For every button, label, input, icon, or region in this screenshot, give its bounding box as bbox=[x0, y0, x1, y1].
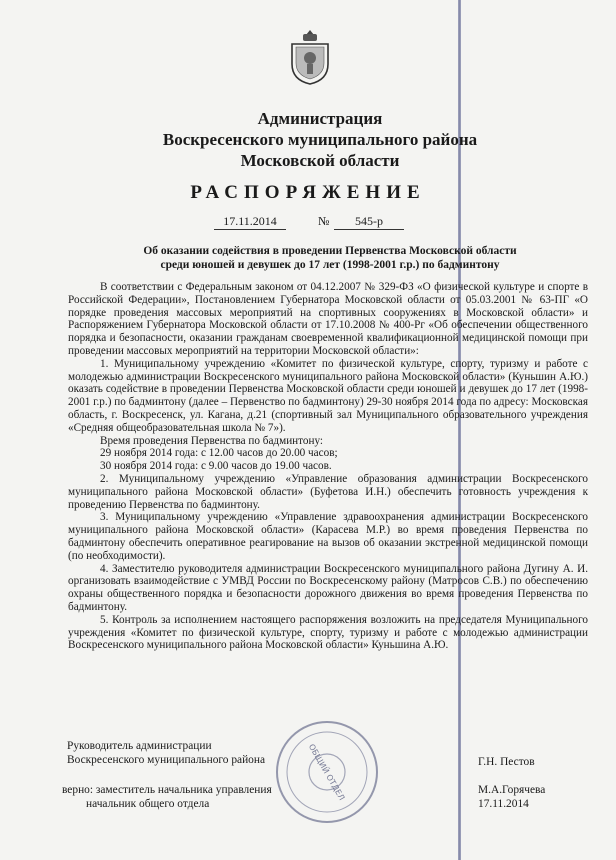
stamp-center-text: ОБЩИЙ ОТДЕЛ bbox=[306, 742, 347, 803]
official-stamp bbox=[272, 712, 382, 832]
number-sign: № bbox=[318, 214, 330, 228]
verification-signature bbox=[478, 784, 545, 811]
document-number: 545-р bbox=[334, 214, 404, 230]
document-body bbox=[68, 281, 588, 652]
schedule-day-2: 30 ноября 2014 года: с 9.00 часов до 19.00 часов. bbox=[100, 460, 332, 473]
verification-date: 17.11.2014 bbox=[478, 797, 529, 810]
document-subject bbox=[70, 244, 590, 272]
organization-title bbox=[60, 108, 580, 171]
verification-line-2: начальник общего отдела bbox=[86, 797, 210, 810]
org-line-1: Администрация bbox=[257, 109, 383, 128]
verification-line-1: верно: заместитель начальника управления bbox=[62, 784, 272, 796]
head-signature-name: Г.Н. Пестов bbox=[478, 756, 535, 768]
schedule-day-1: 29 ноября 2014 года: с 12.00 часов до 20.00 часов; bbox=[100, 447, 338, 460]
preamble-paragraph: В соответствии с Федеральным законом от 04.12.2007 № 329-ФЗ «О физической культуре и спорте в Российской Федерации», Постановлением Губернатора Московской области от 05.03.2001 № 63-ПГ «О порядке проведения массовых мероприятий на спортивных сооружениях в Московской области» и Распоряжением Губернатора Московской области от 17.10.2008 № 400-Рг «Об обеспечении общественного порядка и безопасности, оказании гражданам своевременной квалификационной медицинской помощи при проведении массовых мероприятий на территории Московской области»: bbox=[68, 281, 588, 357]
head-title-line-1: Руководитель администрации bbox=[67, 740, 212, 752]
document-type: РАСПОРЯЖЕНИЕ bbox=[190, 182, 426, 203]
item-2-paragraph: 2. Муниципальному учреждению «Управление образования администрации Воскресенского муниципального района Московской области» (Буфетова И.Н.) обеспечить готовность учреждения к проведению Первенства по бадминтону. bbox=[68, 472, 588, 511]
item-3-paragraph: 3. Муниципальному учреждению «Управление здравоохранения администрации Воскресенского муниципального района Московской области» (Карасева М.Р.) во время проведения Первенства по бадминтону обеспечить оперативное реагирование на вызов об оказании экстренной медицинской помощи (по необходимости). bbox=[68, 511, 588, 562]
verification-name: М.А.Горячева bbox=[478, 784, 546, 796]
subject-line-2: среди юношей и девушек до 17 лет (1998-2001 г.р.) по бадминтону bbox=[160, 259, 500, 271]
item-4-paragraph: 4. Заместителю руководителя администрации Воскресенского муниципального района Дугину А. И. организовать взаимодействие с УМВД России по Воскресенскому району (Матросов С.В.) по обеспечению охраны общественного порядка и безопасности дорожного движения во время проведения Первенства по бадминтону. bbox=[68, 562, 588, 613]
subject-line-1: Об оказании содействия в проведении Первенства Московской области bbox=[143, 245, 517, 257]
coat-of-arms-icon bbox=[288, 28, 332, 86]
head-signature-title bbox=[67, 740, 265, 767]
head-title-line-2: Воскресенского муниципального района bbox=[67, 753, 266, 766]
item-1-paragraph: 1. Муниципальному учреждению «Комитет по физической культуре, спорту, туризму и работе с молодежью администрации Воскресенского муниципального района Московской области» (Куньшин А.Ю.) оказать содействие в проведении Первенства Московской области среди юношей и девушек до 17 лет (1998-2001 г.р.) по бадминтону (далее – Первенство по бадминтону) 29-30 ноября 2014 года по адресу: Московская область, г. Воскресенск, ул. Кагана, д.21 (спортивный зал Муниципального образовательного учреждения «Средняя общеобразовательная школа № 7»). bbox=[68, 357, 588, 434]
verification-title bbox=[62, 784, 272, 811]
schedule-label: Время проведения Первенства по бадминтону: bbox=[100, 434, 324, 447]
document-date: 17.11.2014 bbox=[214, 214, 286, 230]
org-line-2: Воскресенского муниципального района bbox=[162, 130, 478, 149]
org-line-3: Московской области bbox=[240, 151, 400, 170]
item-5-paragraph: 5. Контроль за исполнением настоящего распоряжения возложить на председателя Муниципального учреждения «Комитет по физической культуре, спорту, туризму и работе с молодежью администрации Воскресенского муниципального района Московской области» Куньшина А.Ю. bbox=[68, 613, 588, 652]
